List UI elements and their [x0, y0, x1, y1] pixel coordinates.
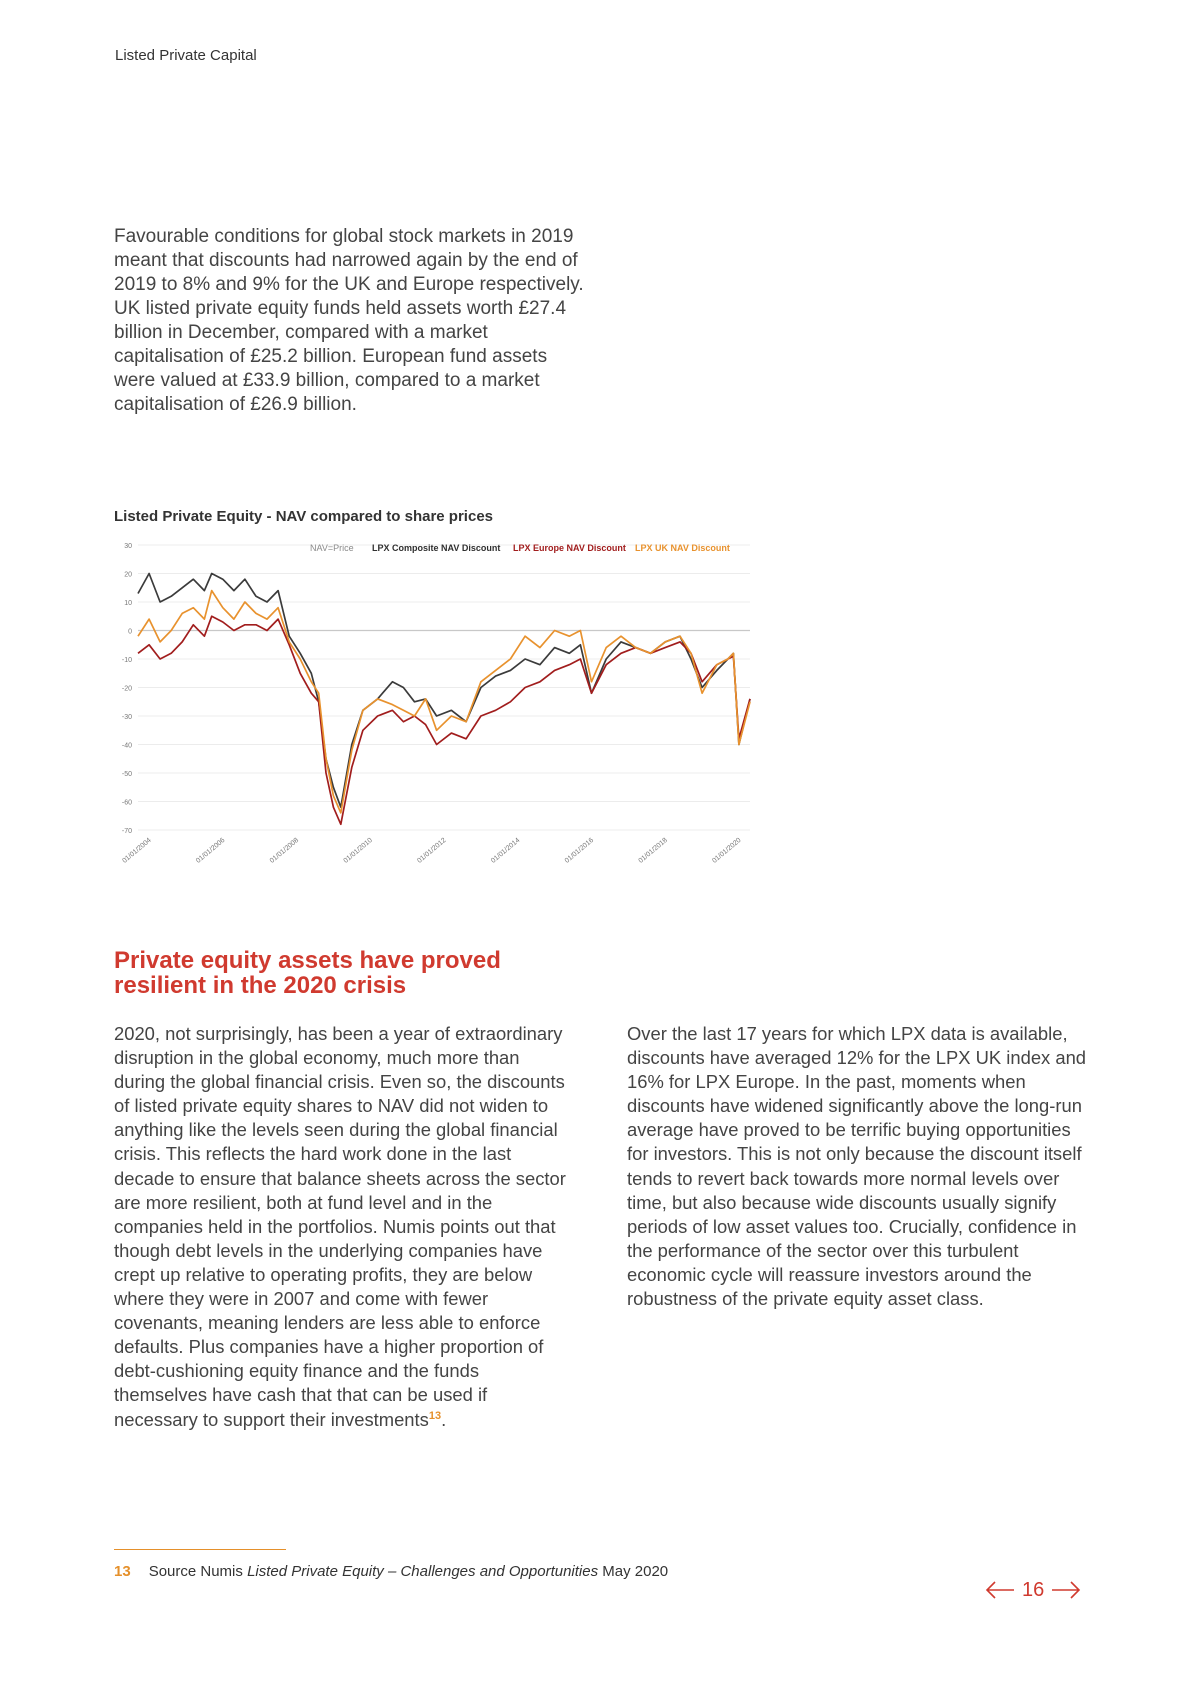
- y-tick-label: -10: [121, 657, 132, 664]
- x-tick-label: 01/01/2006: [195, 836, 227, 865]
- page-number: 16: [1022, 1578, 1045, 1601]
- body-left-end: .: [441, 1408, 447, 1430]
- chart-gridlines: [138, 545, 750, 830]
- footnote-prefix: Source Numis: [148, 1563, 248, 1580]
- x-tick-label: 01/01/2016: [563, 836, 596, 865]
- y-tick-label: 10: [124, 600, 132, 607]
- legend-entry-4: LPX UK NAV Discount: [635, 543, 730, 553]
- x-tick-label: 01/01/2004: [121, 836, 153, 865]
- chart-title: Listed Private Equity - NAV compared to share prices: [114, 508, 493, 525]
- y-axis-ticks: [122, 543, 132, 835]
- body-left-column: [114, 1022, 569, 1432]
- x-axis-ticks: [121, 837, 742, 865]
- page-navigation: [984, 1574, 1084, 1606]
- series-line-4: [138, 591, 750, 813]
- footnote-title: Listed Private Equity – Challenges and Opportunities: [247, 1563, 599, 1580]
- x-tick-label: 01/01/2018: [637, 836, 669, 865]
- footnote-suffix: May 2020: [598, 1563, 669, 1580]
- footnote: [114, 1563, 668, 1580]
- body-right-column: Over the last 17 years for which LPX data is available, discounts have averaged 12% for the LPX UK index and 16% for LPX Europe. In the past, moments when discounts have widened significantly above the long-run average have proved to be terrific buying opportunities for investors. This is not only because the discount itself tends to revert back towards more normal levels over time, but also because wide discounts usually signify periods of low asset values too. Crucially, confidence in the performance of the sector over this turbulent economic cycle will reassure investors around the robustness of the private equity asset class.: [627, 1023, 1087, 1310]
- footnote-number: 13: [114, 1563, 131, 1580]
- y-tick-label: -60: [121, 799, 132, 807]
- y-tick-label: -50: [121, 771, 132, 778]
- chart-legend: [310, 543, 730, 553]
- legend-entry-2: LPX Composite NAV Discount: [372, 543, 501, 553]
- x-tick-label: 01/01/2012: [416, 836, 448, 865]
- running-title: Listed Private Capital: [115, 47, 257, 64]
- section-heading: Private equity assets have proved resilient in the 2020 crisis: [114, 947, 501, 999]
- chart-series: [138, 574, 750, 825]
- body-left-text: 2020, not surprisingly, has been a year of extraordinary disruption in the global economy, much more than during the global financial crisis. Even so, the discounts of listed private equity shares to NAV did not widen to anything like the levels seen during the global financial crisis. This reflects the hard work done in the last decade to ensure that balance sheets across the sector are more resilient, both at fund level and in the companies held in the portfolios. Numis points out that though debt levels in the underlying companies have crept up relative to operating profits, they are below where they were in 2007 and come with fewer covenants, meaning lenders are less able to enforce defaults. Plus companies have a higher proportion of debt-cushioning equity finance and the funds themselves have cash that that can be used if necessary to support their investments: [114, 1023, 566, 1430]
- arrow-left-icon[interactable]: [984, 1578, 1016, 1602]
- x-tick-label: 01/01/2008: [268, 836, 301, 865]
- y-tick-label: -30: [121, 714, 132, 721]
- series-line-2: [138, 574, 750, 808]
- intro-paragraph: Favourable conditions for global stock markets in 2019 meant that discounts had narrowed again by the end of 2019 to 8% and 9% for the UK and Europe respectively. UK listed private equity funds held assets worth £27.4 billion in December, compared with a market capitalisation of £25.2 billion. European fund assets were valued at £33.9 billion, compared to a market capitalisation of £26.9 billion.: [114, 226, 584, 415]
- y-tick-label: -40: [121, 742, 132, 750]
- y-tick-label: -20: [121, 685, 132, 693]
- y-tick-label: 0: [128, 628, 132, 636]
- footnote-reference[interactable]: 13: [428, 1409, 442, 1422]
- footnote-divider: [114, 1549, 286, 1550]
- x-tick-label: 01/01/2020: [711, 836, 743, 865]
- nav-discount-line-chart: [110, 535, 760, 885]
- arrow-right-icon[interactable]: [1050, 1578, 1082, 1602]
- x-tick-label: 01/01/2010: [342, 836, 374, 865]
- legend-entry-1: NAV=Price: [310, 543, 354, 553]
- y-tick-label: -70: [121, 828, 132, 835]
- legend-entry-3: LPX Europe NAV Discount: [513, 543, 626, 553]
- y-tick-label: 30: [124, 543, 132, 550]
- x-tick-label: 01/01/2014: [490, 836, 522, 865]
- y-tick-label: 20: [124, 571, 132, 579]
